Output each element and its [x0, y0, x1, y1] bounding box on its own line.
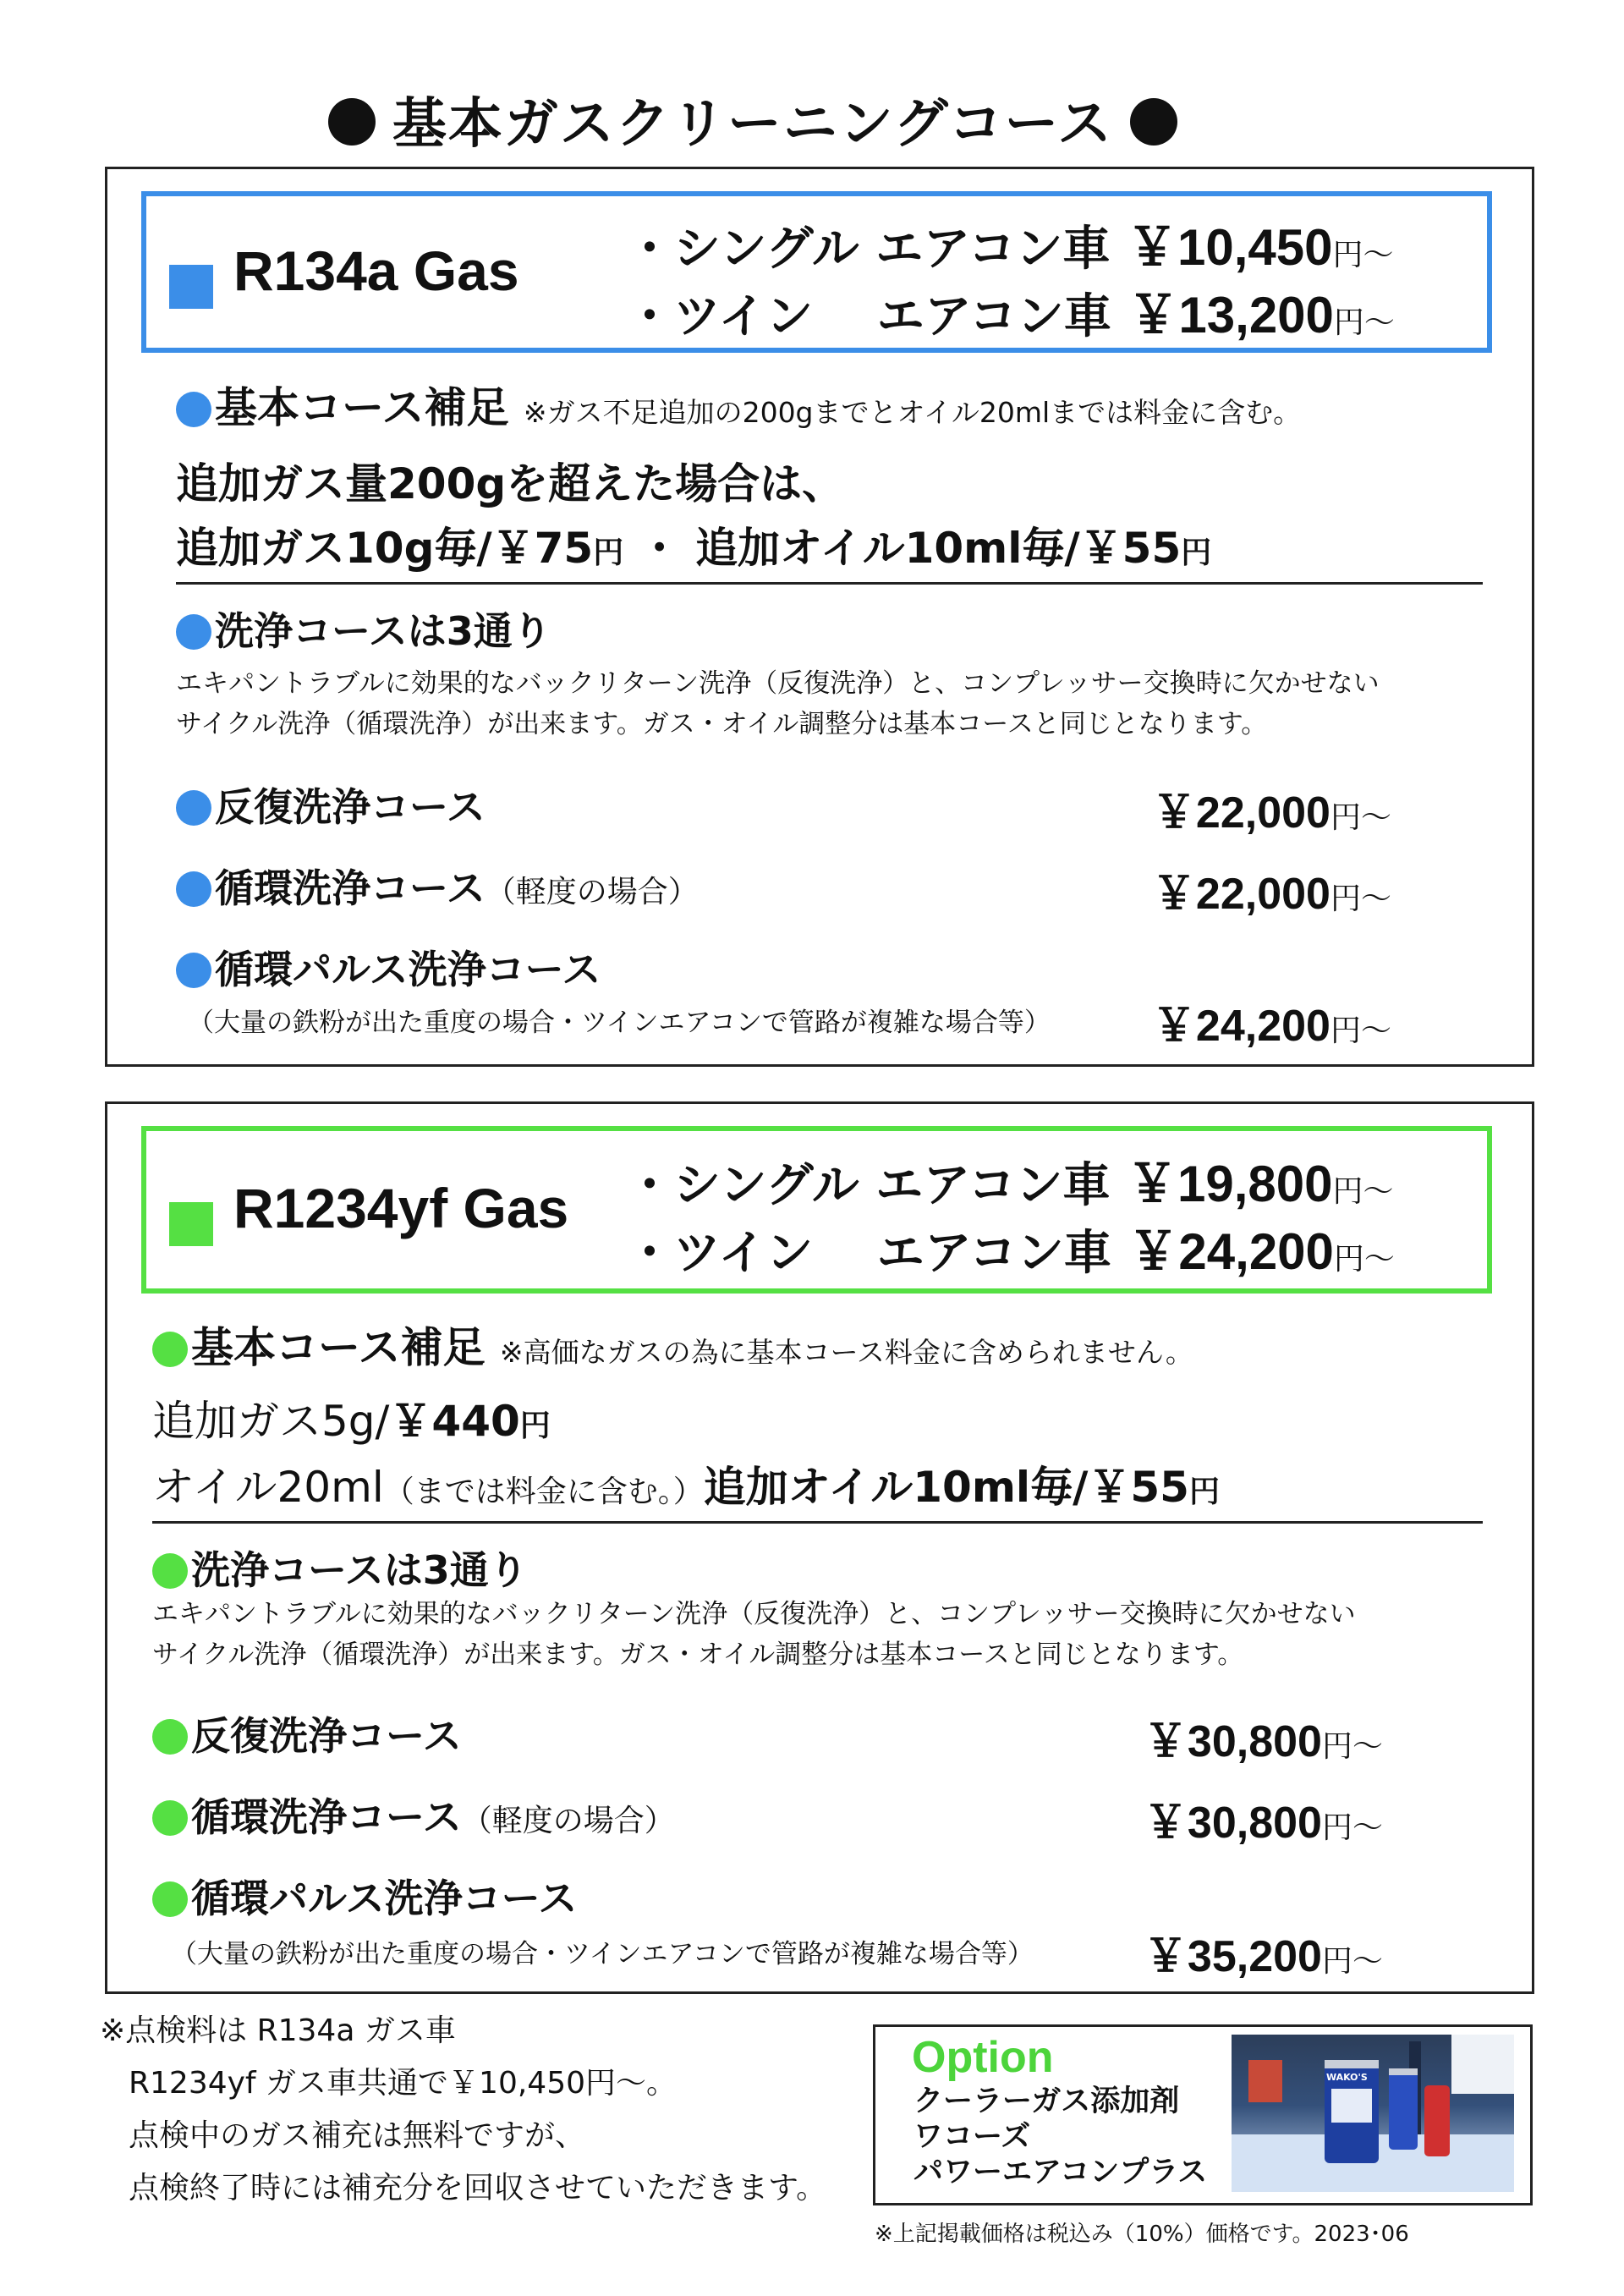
r1234yf-extra-gas-line: 追加ガス5g/￥440円 [152, 1397, 551, 1446]
green-bullet-icon [152, 1800, 188, 1836]
product-photo-drawing [1232, 2035, 1514, 2192]
green-square-icon [169, 1202, 213, 1246]
r134a-basic-heading: 基本コース補足 ※ガス不足追加の200gまでとオイル20mlまでは料金に含む。 [176, 374, 1301, 435]
r1234yf-course-2-price: ￥30,800円～ [1143, 1799, 1383, 1848]
r1234yf-oil-line: オイル20ml（までは料金に含む。）追加オイル10ml毎/￥55円 [152, 1463, 1220, 1512]
page-title: 基本ガスクリーニングコース [0, 80, 1506, 158]
r134a-extra-line-1: 追加ガス量200gを超えた場合は、 [176, 459, 845, 508]
blue-square-icon [169, 265, 213, 309]
r1234yf-wash-description: エキパントラブルに効果的なバックリターン洗浄（反復洗浄）と、コンプレッサー交換時に欠かせない サイクル洗浄（循環洗浄）が出来ます。ガス・オイル調整分は基本コースと同じとなります。 [152, 1599, 1356, 1670]
blue-bullet-icon [176, 392, 211, 427]
title-dot-left-icon [328, 98, 376, 146]
r1234yf-single-price-line: ・シングル エアコン車 ￥19,800円～ [626, 1156, 1394, 1213]
green-bullet-icon [152, 1553, 188, 1589]
r134a-wash-heading: 洗浄コースは3通り [176, 601, 551, 656]
blue-bullet-icon [176, 614, 211, 650]
r134a-course-3-name: 循環パルス洗浄コース [176, 939, 601, 995]
r134a-single-price-line: ・シングル エアコン車 ￥10,450円～ [626, 219, 1394, 277]
product-can-label: WAKO'S [1326, 2072, 1368, 2083]
r134a-course-2-price: ￥22,000円～ [1151, 870, 1391, 919]
r1234yf-course-3-note: （大量の鉄粉が出た重度の場合・ツインエアコンで管路が複雑な場合等） [171, 1939, 1034, 1969]
green-bullet-icon [152, 1719, 188, 1755]
r134a-course-3-note: （大量の鉄粉が出た重度の場合・ツインエアコンで管路が複雑な場合等） [188, 1008, 1051, 1038]
r1234yf-wash-heading: 洗浄コースは3通り [152, 1540, 528, 1596]
blue-bullet-icon [176, 953, 211, 988]
r134a-twin-price-line: ・ツイン エアコン車 ￥13,200円～ [626, 287, 1395, 344]
r1234yf-course-3-price: ￥35,200円～ [1143, 1932, 1383, 1981]
option-items: クーラーガス添加剤 ワコーズ パワーエアコンプラス [914, 2085, 1208, 2189]
tax-note: ※上記掲載価格は税込み（10%）価格です。2023･06 [875, 2222, 1409, 2247]
r1234yf-course-1-name: 反復洗浄コース [152, 1706, 462, 1761]
r134a-course-1-price: ￥22,000円～ [1151, 788, 1391, 838]
r1234yf-basic-heading: 基本コース補足 ※高価なガスの為に基本コース料金に含められません。 [152, 1314, 1193, 1375]
r134a-divider [176, 582, 1483, 585]
r1234yf-twin-price-line: ・ツイン エアコン車 ￥24,200円～ [626, 1223, 1395, 1281]
r134a-wash-description: エキパントラブルに効果的なバックリターン洗浄（反復洗浄）と、コンプレッサー交換時に欠かせない サイクル洗浄（循環洗浄）が出来ます。ガス・オイル調整分は基本コースと同じとなります。 [176, 668, 1380, 739]
r134a-course-2-name: 循環洗浄コース（軽度の場合） [176, 858, 699, 914]
r1234yf-course-2-name: 循環洗浄コース（軽度の場合） [152, 1787, 675, 1843]
blue-bullet-icon [176, 871, 211, 907]
r134a-course-3-price: ￥24,200円～ [1151, 1002, 1391, 1051]
r1234yf-divider [152, 1521, 1483, 1524]
option-title: Option [912, 2033, 1054, 2082]
inspection-fee-note: ※点検料は R134a ガス車 R1234yf ガス車共通で￥10,450円～。 点検中のガス補充は無料ですが、 点検終了時には補充分を回収させていただきます。 [100, 2013, 827, 2205]
r134a-gas-label: R134a Gas [169, 239, 519, 309]
title-dot-right-icon [1130, 98, 1177, 146]
green-bullet-icon [152, 1881, 188, 1917]
r1234yf-course-3-name: 循環パルス洗浄コース [152, 1868, 577, 1924]
r1234yf-gas-label: R1234yf Gas [169, 1176, 568, 1246]
product-photo [1232, 2035, 1514, 2192]
green-bullet-icon [152, 1332, 188, 1367]
blue-bullet-icon [176, 790, 211, 826]
r134a-course-1-name: 反復洗浄コース [176, 777, 486, 832]
r1234yf-course-1-price: ￥30,800円～ [1143, 1717, 1383, 1766]
r134a-extra-line-2: 追加ガス10g毎/￥75円 ・ 追加オイル10ml毎/￥55円 [176, 524, 1212, 573]
